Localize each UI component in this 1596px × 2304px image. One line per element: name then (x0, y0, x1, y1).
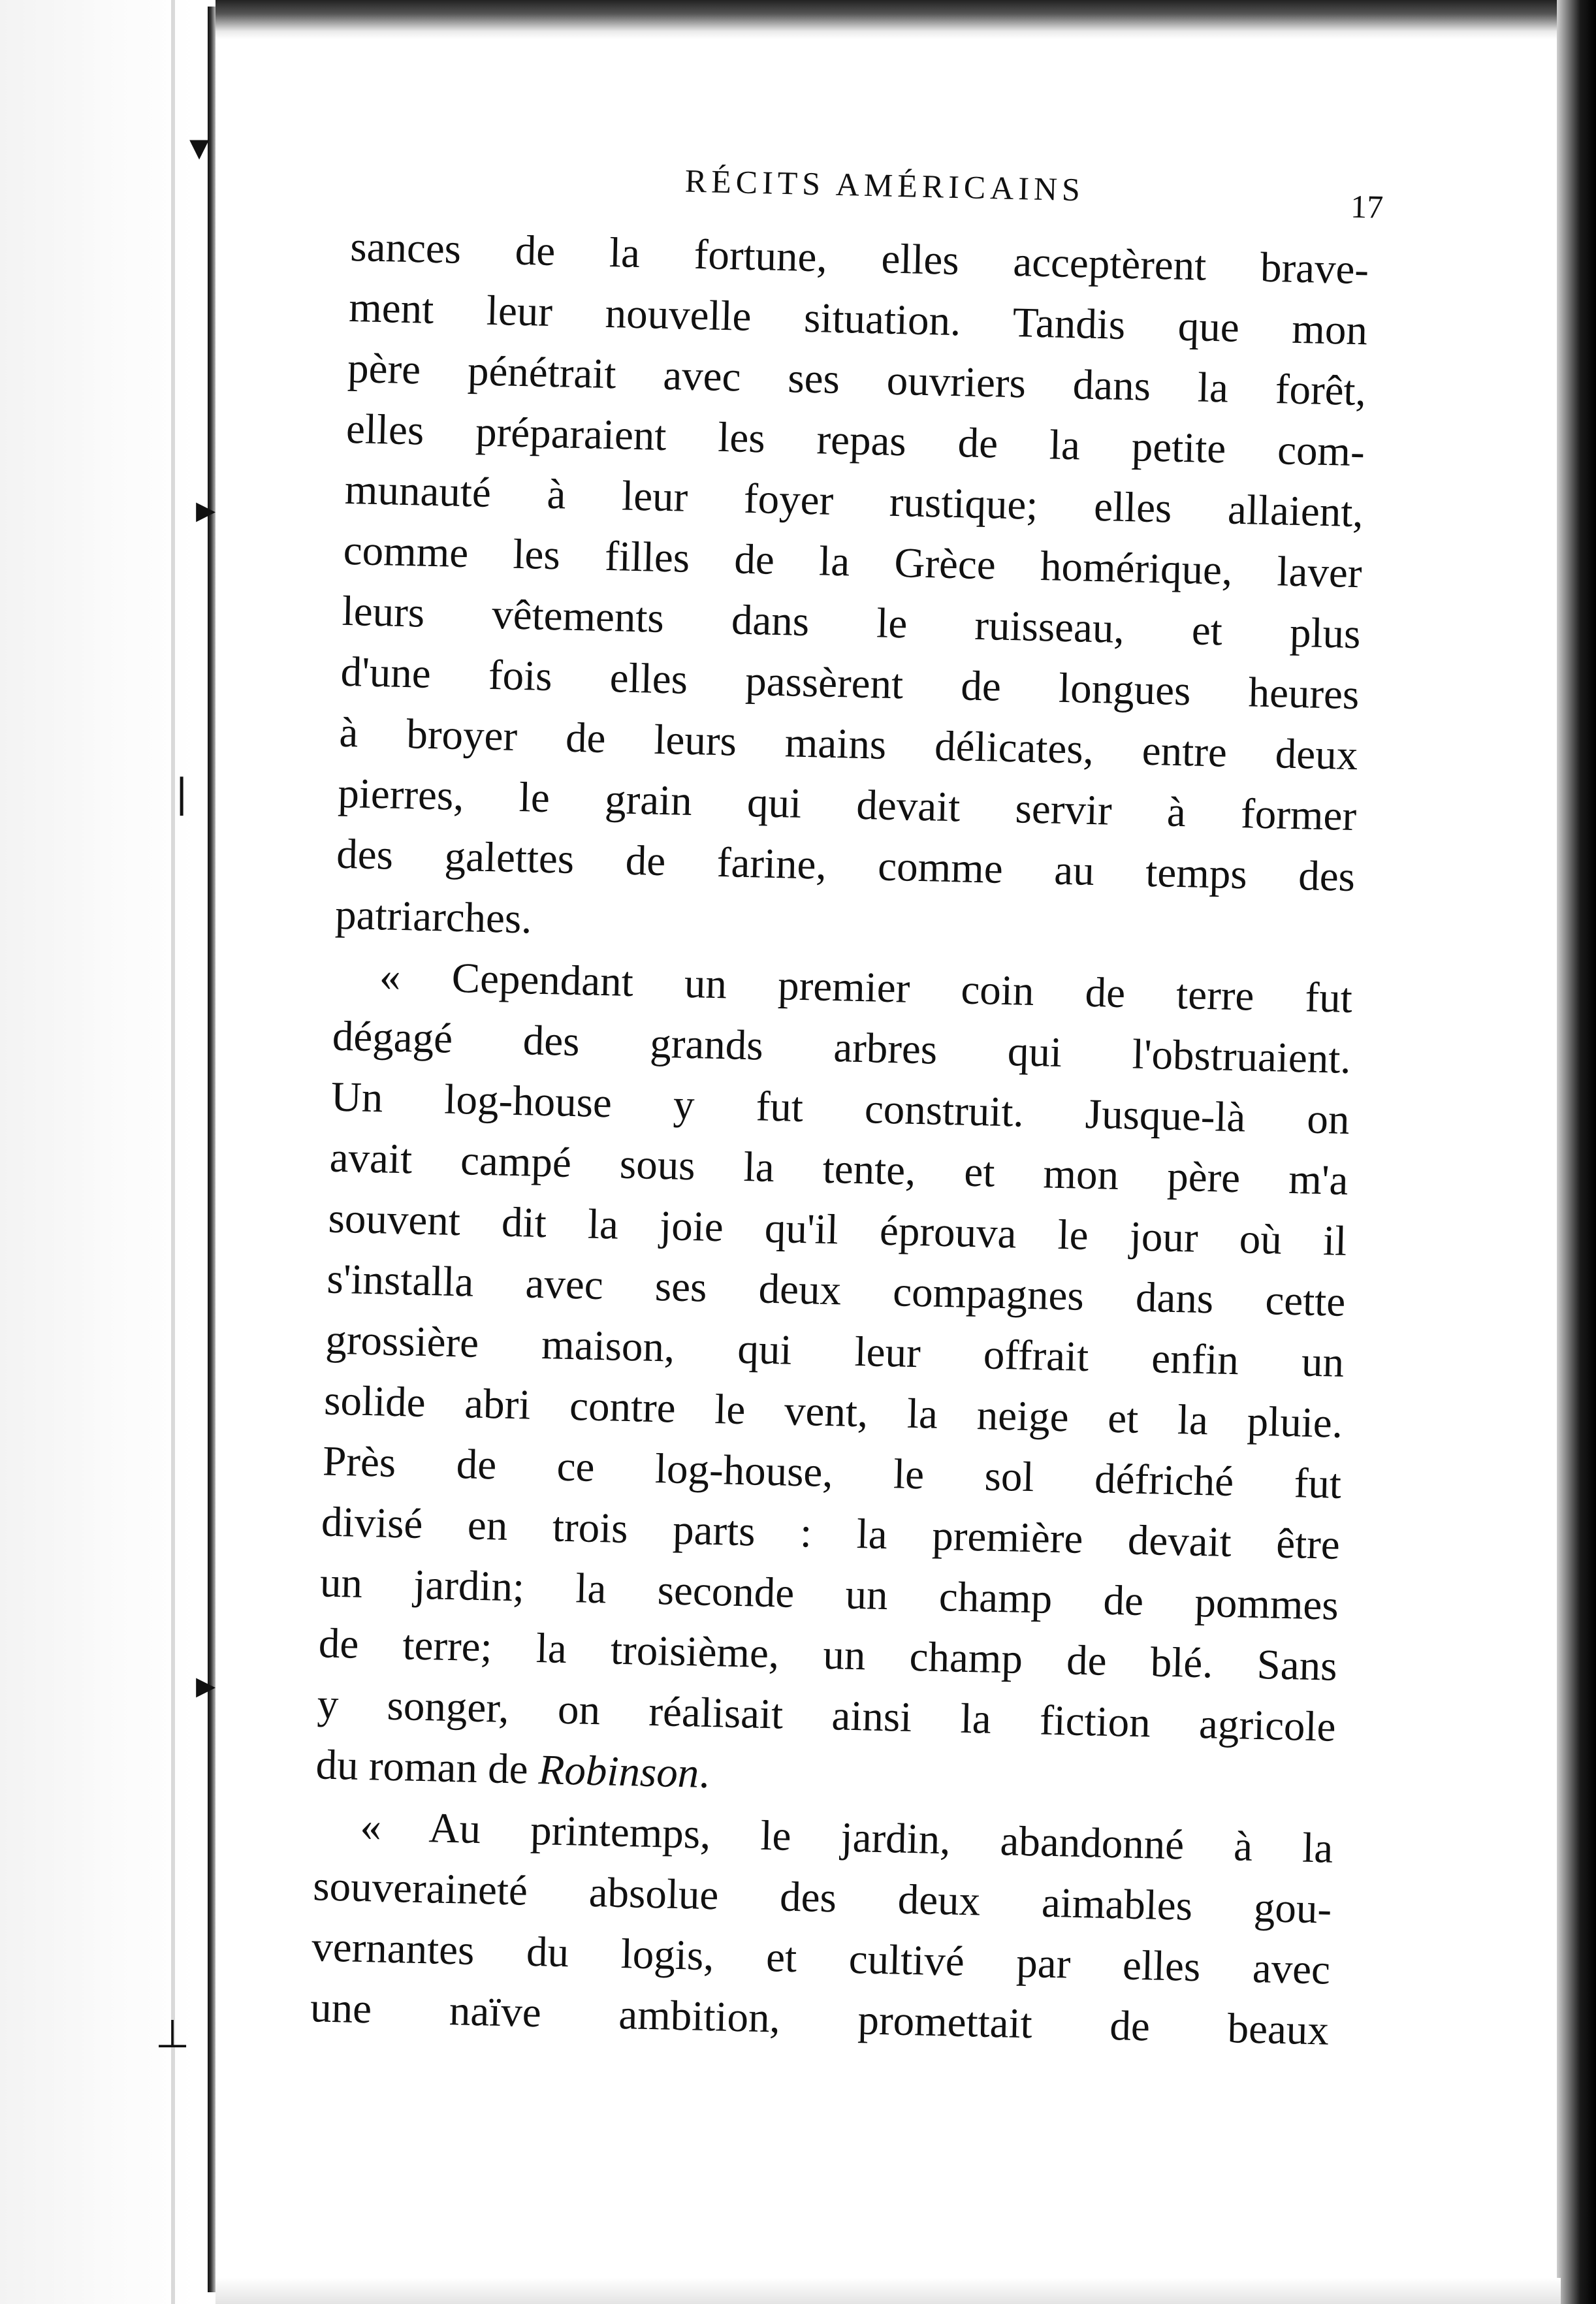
paragraph (334, 217, 1369, 968)
text-line: grossière maison, qui leur offrait enfin un (325, 1316, 1345, 1386)
right-page-edge (1557, 0, 1596, 2304)
binding-gutter (0, 0, 196, 2304)
binding-edge (208, 7, 215, 2292)
text-line: leurs vêtements dans le ruisseau, et plus (341, 587, 1362, 658)
binding-thread-mark: | (175, 771, 189, 816)
text-line: avait campé sous la tente, et mon père m'a (328, 1134, 1349, 1204)
binding-thread-mark: ▾ (189, 124, 210, 170)
text-line: père pénétrait avec ses ouvriers dans la forêt, (347, 344, 1367, 415)
text-line: ment leur nouvelle situation. Tandis que mon (348, 283, 1368, 355)
text-line: pierres, le grain qui devait servir à former (337, 769, 1357, 840)
text-line: souvent dit la joie qu'il éprouva le jour où il (327, 1194, 1348, 1265)
text-line: souveraineté absolue des deux aimables gou- (312, 1863, 1332, 1933)
text-line: une naïve ambition, promettait de beaux (310, 1984, 1330, 2055)
text-line: d'une fois elles passèrent de longues heures (340, 648, 1360, 719)
text-fragment: du roman de (315, 1741, 539, 1794)
text-line: patriarches. (334, 891, 533, 943)
text-line: sances de la fortune, elles acceptèrent brave- (349, 223, 1369, 294)
paragraph (310, 1795, 1333, 2061)
text-line: elles préparaient les repas de la petite com- (345, 405, 1365, 476)
text-line: y songer, on réalisait ainsi la fiction agricole (317, 1680, 1337, 1751)
text-line: divisé en trois parts : la première devait être (321, 1498, 1341, 1569)
binding-thread-mark: ▸ (196, 487, 216, 532)
body-text (310, 217, 1369, 2062)
text-line: Près de ce log-house, le sol défriché fut (322, 1437, 1342, 1508)
text-line: vernantes du logis, et cultivé par elles avec (311, 1923, 1331, 1994)
text-line: « Au printemps, le jardin, abandonné à la (359, 1802, 1334, 1872)
text-line: des galettes de farine, comme au temps des (336, 830, 1356, 901)
bottom-page-edge (215, 2278, 1561, 2304)
text-line: dégagé des grands arbres qui l'obstruaient. (332, 1012, 1352, 1083)
book-title: Robinson (537, 1746, 700, 1797)
text-line: s'installa avec ses deux compagnes dans cette (326, 1255, 1347, 1326)
text-line: comme les filles de la Grèce homérique, laver (343, 526, 1363, 598)
page-content (310, 145, 1384, 2062)
gutter-fold-line (171, 0, 175, 2304)
text-line: de terre; la troisième, un champ de blé. Sans (318, 1620, 1338, 1690)
text-fragment: . (698, 1750, 710, 1798)
text-line: Un log-house y fut construit. Jusque-là on (330, 1073, 1350, 1144)
text-line: munauté à leur foyer rustique; elles allaient, (344, 466, 1364, 537)
binding-thread-mark: ⊥ (155, 2011, 190, 2057)
page-number: 17 (1350, 187, 1384, 225)
text-line: un jardin; la seconde un champ de pommes (319, 1559, 1339, 1629)
paragraph (315, 946, 1353, 1819)
text-line: solide abri contre le vent, la neige et la pluie. (323, 1377, 1343, 1447)
top-page-edge (215, 0, 1561, 39)
running-title: RÉCITS AMÉRICAINS (684, 162, 1085, 208)
text-line: « Cependant un premier coin de terre fut (379, 953, 1353, 1023)
text-line: à broyer de leurs mains délicates, entre deux (338, 709, 1358, 780)
binding-thread-mark: ▸ (196, 1662, 216, 1708)
